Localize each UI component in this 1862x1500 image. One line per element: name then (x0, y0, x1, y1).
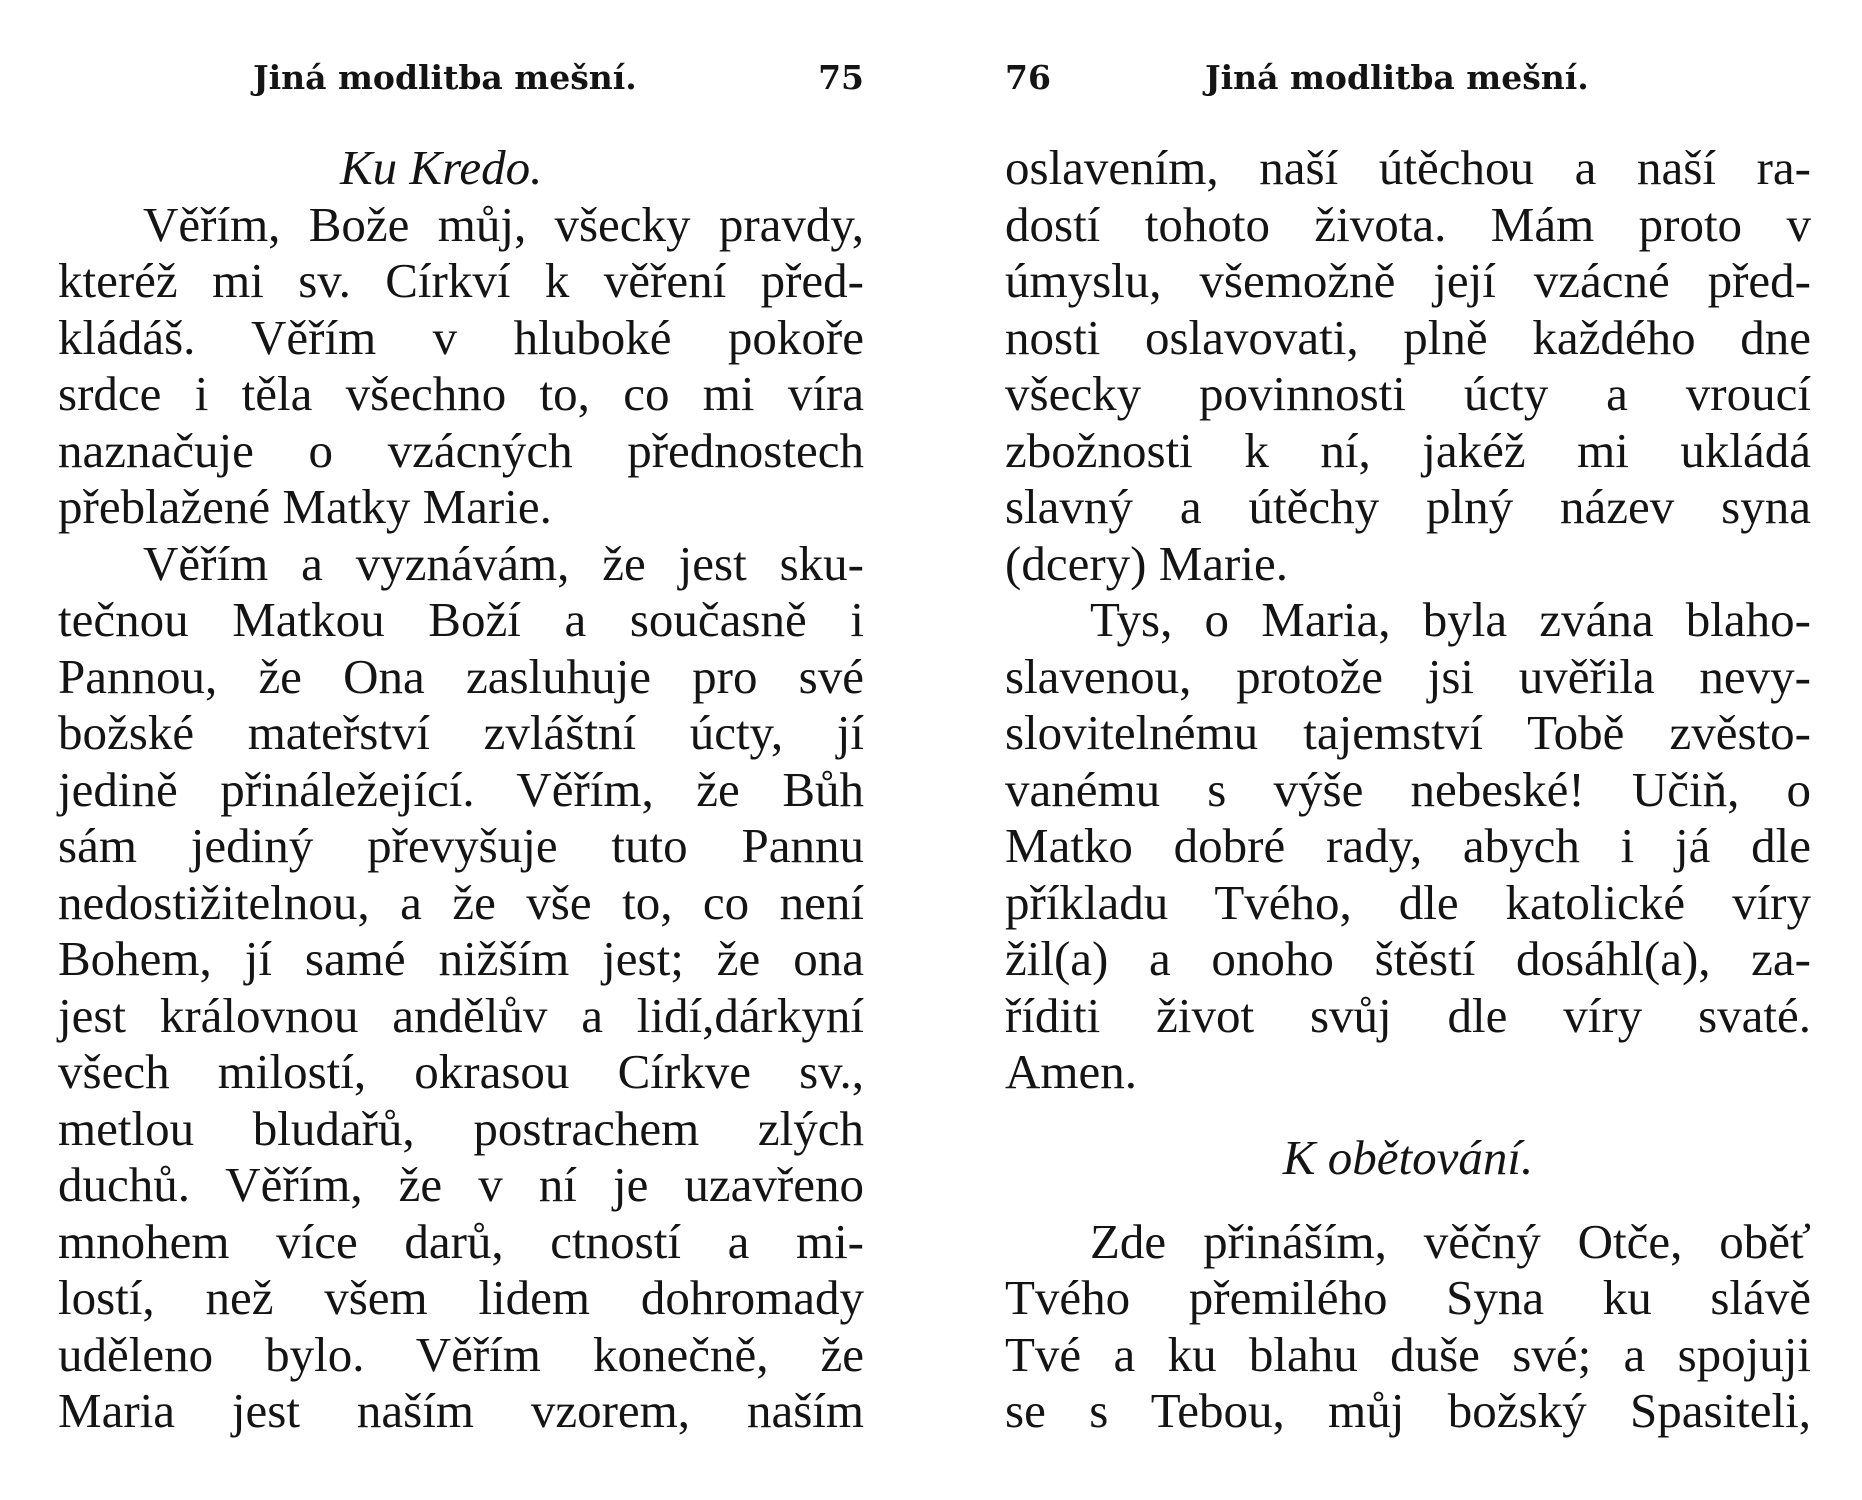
text-line: příkladu Tvého, dle katolické víry (1005, 874, 1811, 930)
text-line: kládáš. Věřím v hluboké pokoře (58, 309, 864, 365)
text-line: (dcery) Marie. (1005, 535, 1288, 591)
text-line: uděleno bylo. Věřím konečně, že (58, 1326, 864, 1382)
text-line: nosti oslavovati, plně každého dne (1005, 309, 1811, 365)
left-page (58, 0, 864, 1500)
text-line: dostí tohoto života. Mám proto v (1005, 196, 1811, 252)
text-line: se s Tebou, můj božský Spasiteli, (1005, 1383, 1811, 1438)
text-line: zbožnosti k ní, jakéž mi ukládá (1005, 422, 1811, 478)
text-line: Maria jest naším vzorem, naším (58, 1383, 864, 1438)
text-line: žil(a) a onoho štěstí dosáhl(a), za- (1005, 931, 1811, 986)
left-page-number: 75 (818, 58, 864, 97)
right-running-title: Jiná modlitba mešní. (1205, 58, 1589, 97)
right-running-head (1005, 48, 1811, 108)
text-line: Zde přináším, věčný Otče, oběť (1090, 1213, 1811, 1269)
text-line: Tvé a ku blahu duše své; a spojuji (1005, 1326, 1811, 1382)
text-line: jedině přináležející. Věřím, že Bůh (58, 761, 864, 817)
text-line: božské mateřství zvláštní úcty, jí (58, 705, 864, 760)
text-line: Tys, o Maria, byla zvána blaho- (1090, 592, 1811, 647)
text-line: Matko dobré rady, abych i já dle (1005, 818, 1811, 873)
text-line: úmyslu, všemožně její vzácné před- (1005, 253, 1811, 308)
text-line: slavný a útěchy plný název syna (1005, 479, 1811, 534)
text-line: nedostižitelnou, a že vše to, co není (58, 874, 864, 930)
text-line: slavenou, protože jsi uvěřila nevy- (1005, 648, 1811, 704)
text-line: slovitelnému tajemství Tobě zvěsto- (1005, 705, 1811, 760)
text-line: Věřím a vyznávám, že jest sku- (143, 535, 864, 591)
text-line: Tvého přemilého Syna ku slávě (1005, 1270, 1811, 1325)
right-page (1005, 0, 1811, 1500)
left-running-head (58, 48, 864, 108)
text-line: kteréž mi sv. Církví k věření před- (58, 253, 864, 308)
text-line: oslavením, naší útěchou a naší ra- (1005, 140, 1811, 195)
right-body-text (1005, 140, 1811, 1440)
text-line: jest královnou andělův a lidí,dárkyní (58, 987, 864, 1043)
text-line: duchů. Věřím, že v ní je uzavřeno (58, 1157, 864, 1212)
left-running-title: Jiná modlitba mešní. (253, 58, 637, 97)
text-line: říditi život svůj dle víry svaté. (1005, 987, 1811, 1043)
text-line: Bohem, jí samé nižším jest; že ona (58, 931, 864, 986)
section-heading-offertory: K obětování. (1282, 1129, 1534, 1185)
text-line: vanému s výše nebeské! Učiň, o (1005, 761, 1811, 817)
text-line: přeblažené Matky Marie. (58, 479, 552, 534)
section-heading-credo: Ku Kredo. (340, 140, 543, 195)
text-line: všecky povinnosti úcty a vroucí (1005, 366, 1811, 421)
text-line: metlou bludařů, postrachem zlých (58, 1100, 864, 1156)
text-line: lostí, než všem lidem dohromady (58, 1270, 864, 1325)
left-body-text (58, 140, 864, 1440)
right-page-number: 76 (1005, 58, 1051, 97)
text-line: mnohem více darů, ctností a mi- (58, 1213, 864, 1269)
text-line: srdce i těla všechno to, co mi víra (58, 366, 864, 421)
text-line: naznačuje o vzácných přednostech (58, 422, 864, 478)
text-line: sám jediný převyšuje tuto Pannu (58, 818, 864, 873)
text-line: Věřím, Bože můj, všecky pravdy, (143, 196, 864, 252)
text-line: všech milostí, okrasou Církve sv., (58, 1044, 864, 1099)
text-line: Amen. (1005, 1044, 1137, 1099)
text-line: Pannou, že Ona zasluhuje pro své (58, 648, 864, 704)
text-line: tečnou Matkou Boží a současně i (58, 592, 864, 647)
